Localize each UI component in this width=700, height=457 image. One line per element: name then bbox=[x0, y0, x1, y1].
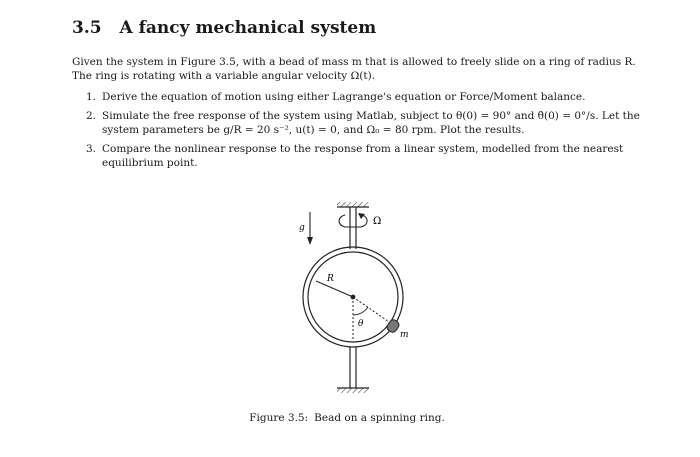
task-text: Derive the equation of motion using either Lagrange's equation or Force/Moment balance. bbox=[102, 91, 586, 103]
caption-text: Bead on a spinning ring. bbox=[314, 412, 445, 424]
angle-label: θ bbox=[358, 319, 364, 329]
angle-arc bbox=[353, 307, 368, 315]
task-number: 2. bbox=[86, 110, 97, 122]
intro-paragraph: Given the system in Figure 3.5, with a bead of mass m that is allowed to freely slide on a ring of radius R. The ring is rotating with a variable angular velocity Ω(t). bbox=[72, 56, 636, 82]
task-number: 3. bbox=[86, 143, 97, 155]
lower-shaft bbox=[350, 347, 356, 388]
bottom-ground-support bbox=[337, 388, 369, 393]
radius-label: R bbox=[327, 274, 334, 284]
mass-label: m bbox=[400, 330, 409, 340]
figure-caption bbox=[0, 412, 700, 424]
section-heading bbox=[72, 18, 376, 38]
gravity-arrow-icon bbox=[307, 212, 313, 245]
task-text: Simulate the free response of the system using Matlab, subject to θ(0) = 90° and θ̇(0) = 0°/s. Let the system parameters be g/R = 20 s⁻², u(t) = 0, and Ω₀ = 80 rpm. Plot the results. bbox=[102, 110, 640, 136]
figure-bead-on-ring bbox=[285, 200, 425, 400]
rotation-arrow-icon bbox=[339, 215, 367, 227]
task-item bbox=[86, 142, 652, 170]
task-item bbox=[86, 90, 652, 104]
section-title: A fancy mechanical system bbox=[119, 18, 377, 38]
task-list bbox=[86, 90, 652, 175]
angular-velocity-label: Ω bbox=[373, 216, 382, 227]
task-item bbox=[86, 109, 652, 137]
caption-label: Figure 3.5: bbox=[249, 412, 309, 424]
top-ground-support bbox=[337, 202, 369, 207]
task-number: 1. bbox=[86, 91, 97, 103]
upper-shaft bbox=[350, 207, 356, 249]
radius-line bbox=[316, 281, 353, 297]
task-text: Compare the nonlinear response to the response from a linear system, modelled from the nearest equilibrium point. bbox=[102, 143, 624, 169]
section-number: 3.5 bbox=[72, 18, 102, 38]
gravity-label: g bbox=[299, 223, 305, 233]
